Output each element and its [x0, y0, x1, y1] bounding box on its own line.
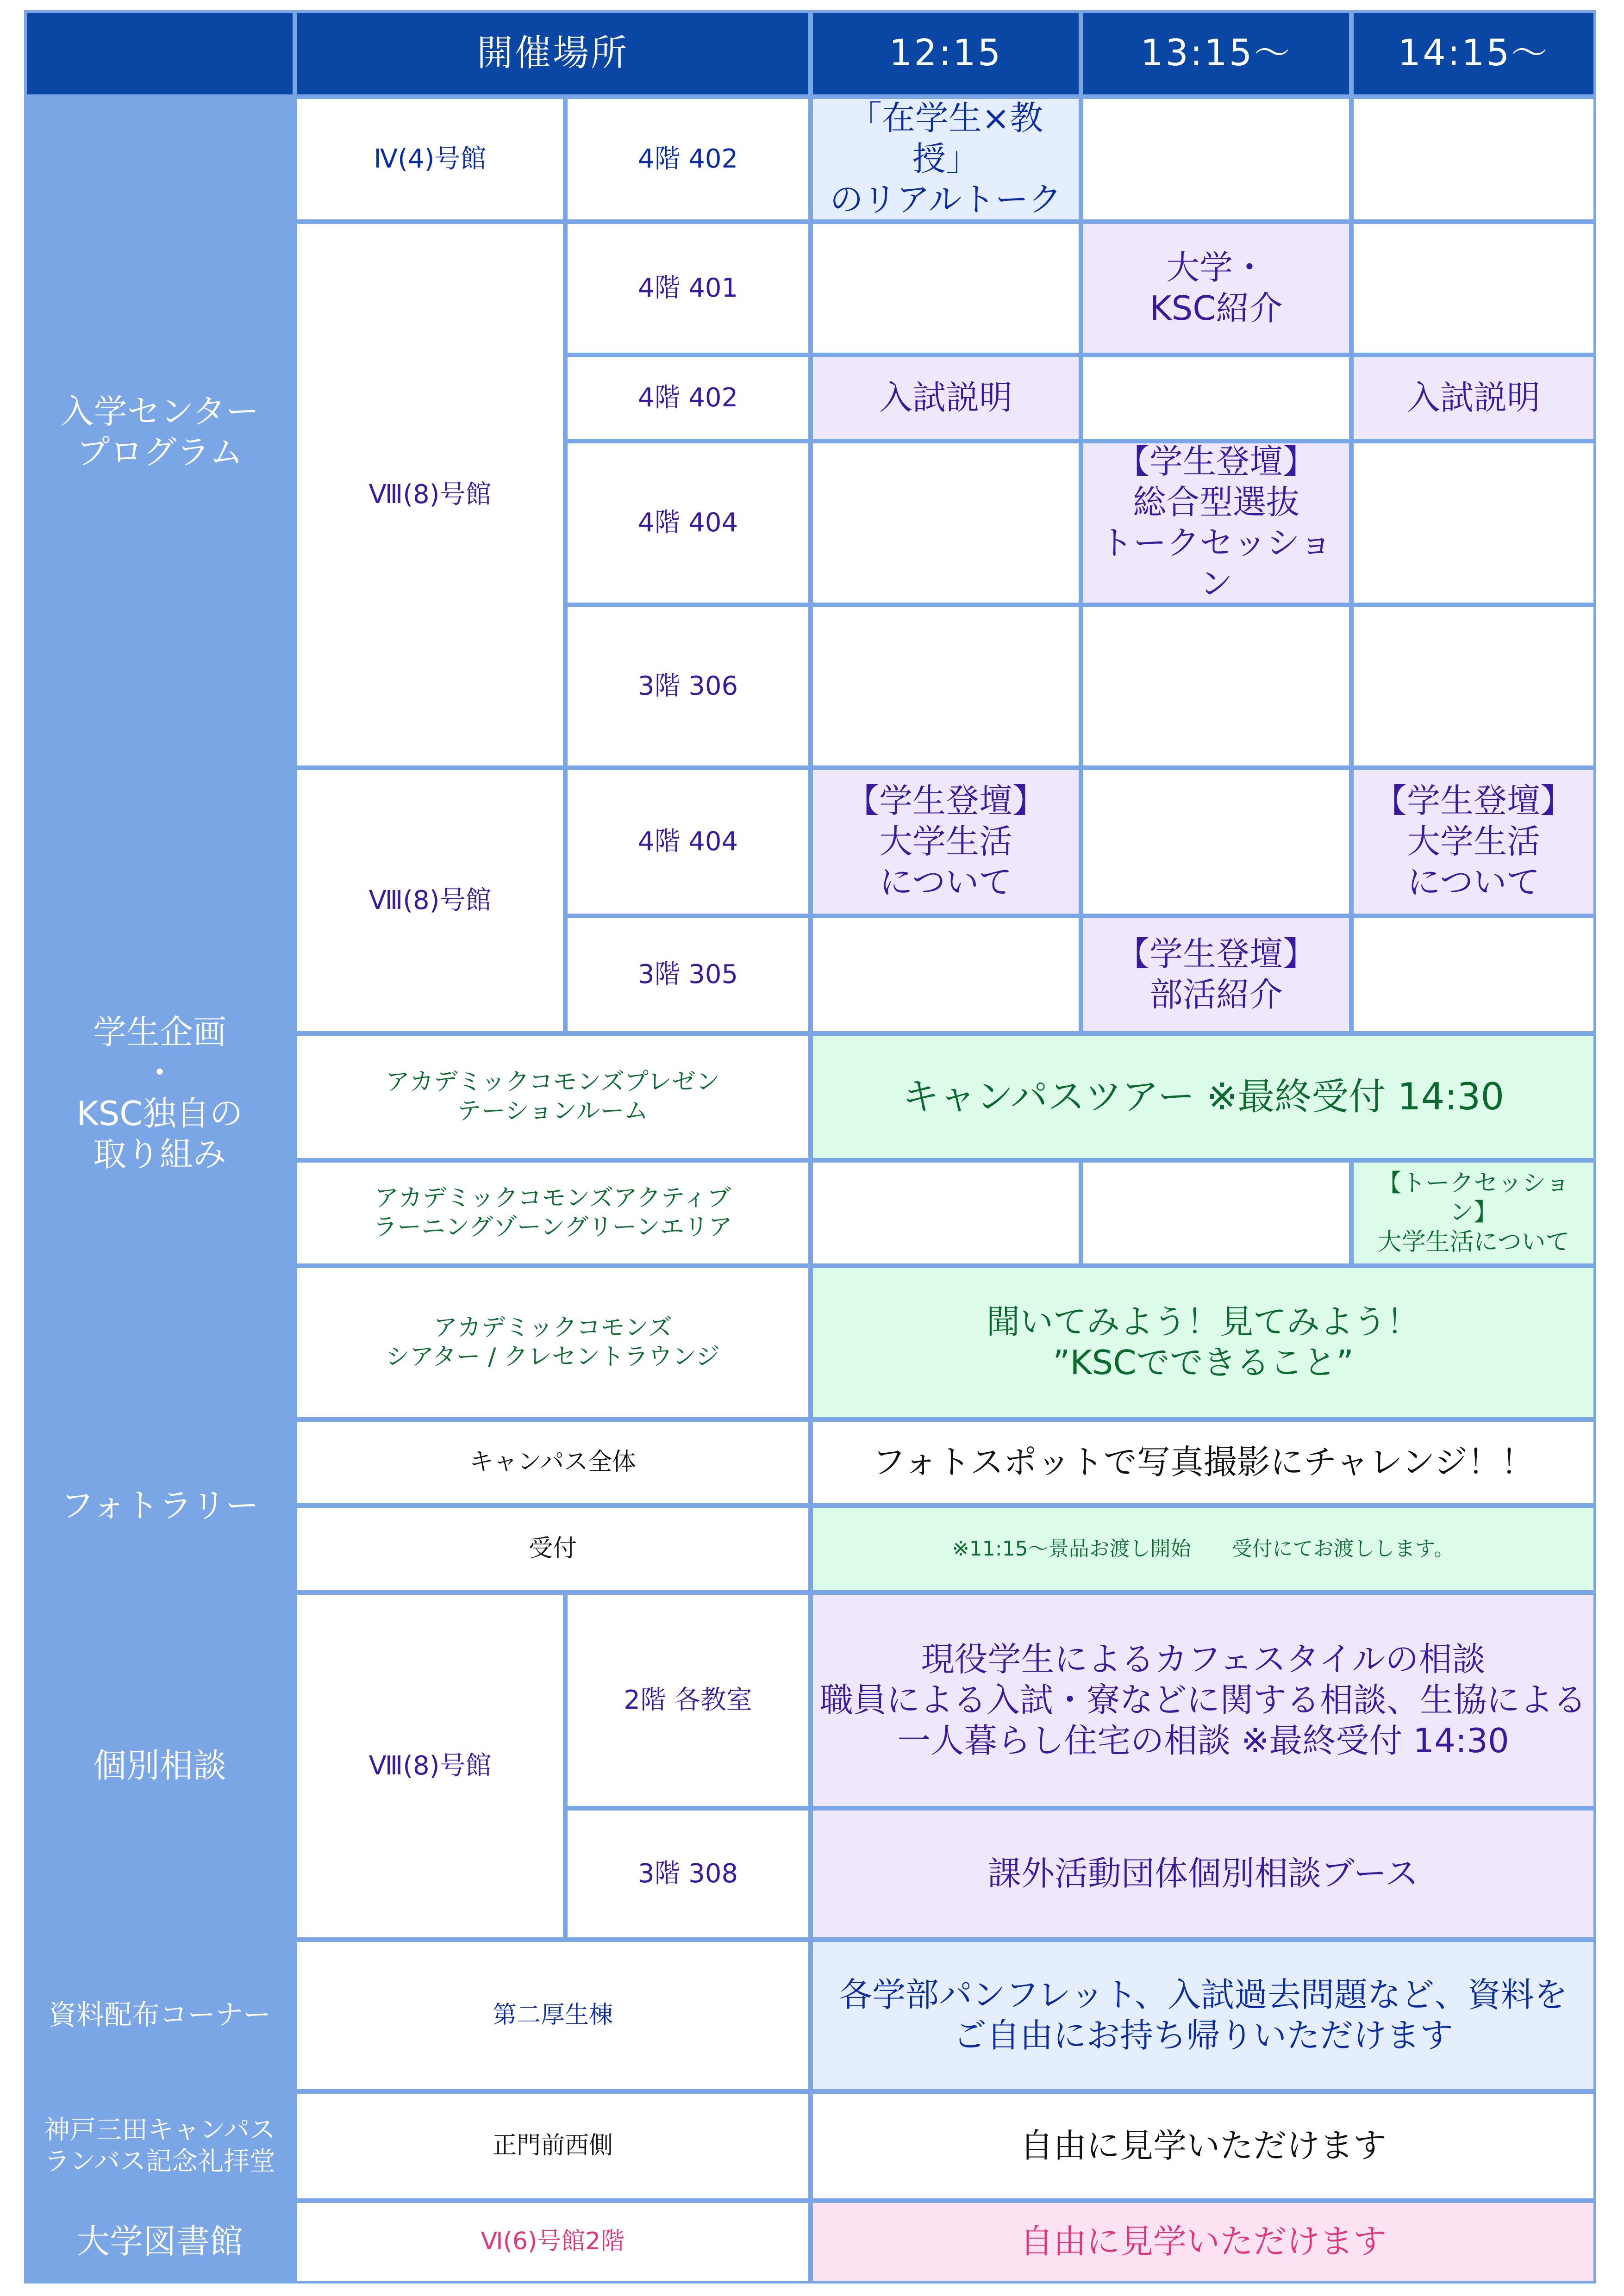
- location-ac-theater-crescent: アカデミックコモンズ シアター / クレセントラウンジ: [297, 1268, 808, 1417]
- category-library: 大学図書館: [27, 2203, 293, 2281]
- location-main-gate-west: 正門前西側: [297, 2094, 808, 2198]
- empty-cell: [1354, 607, 1593, 765]
- event-ksc-listen-see: 聞いてみよう！見てみよう！ ”KSCでできること”: [813, 1268, 1593, 1417]
- event-college-life-1215: 【学生登壇】 大学生活 について: [813, 770, 1079, 914]
- empty-cell: [1354, 918, 1593, 1031]
- building-viii8-a: Ⅷ(8)号館: [297, 224, 563, 765]
- location-ac-presentation-room: アカデミックコモンズプレゼン テーションルーム: [297, 1036, 808, 1158]
- empty-cell: [1083, 607, 1349, 765]
- schedule-table: [24, 10, 1596, 2284]
- event-college-life-1415: 【学生登壇】 大学生活 について: [1354, 770, 1593, 914]
- category-admission-program: 入学センター プログラム: [27, 99, 293, 765]
- category-individual-consult: 個別相談: [27, 1595, 293, 1937]
- location-reception: 受付: [297, 1508, 808, 1590]
- event-materials: 各学部パンフレット、入試過去問題など、資料を ご自由にお持ち帰りいただけます: [813, 1942, 1593, 2089]
- empty-cell: [813, 443, 1079, 603]
- event-real-talk: 「在学生×教授」 のリアルトーク: [813, 99, 1079, 219]
- header-time-1315: 13:15～: [1083, 13, 1349, 94]
- location-ac-green-area: アカデミックコモンズアクティブ ラーニングゾーングリーンエリア: [297, 1163, 808, 1263]
- room-4f-404-a: 4階 404: [568, 443, 808, 603]
- room-4f-402-a: 4階 402: [568, 99, 808, 219]
- room-2f-each: 2階 各教室: [568, 1595, 808, 1806]
- empty-cell: [1354, 443, 1593, 603]
- event-campus-tour: キャンパスツアー ※最終受付 14:30: [813, 1036, 1593, 1158]
- room-4f-402-b: 4階 402: [568, 357, 808, 439]
- event-club-intro: 【学生登壇】 部活紹介: [1083, 918, 1349, 1031]
- event-exam-info-1215: 入試説明: [813, 357, 1079, 439]
- room-3f-308: 3階 308: [568, 1811, 808, 1937]
- category-chapel: 神戸三田キャンパス ランバス記念礼拝堂: [27, 2094, 293, 2198]
- category-materials: 資料配布コーナー: [27, 1942, 293, 2089]
- event-club-booth: 課外活動団体個別相談ブース: [813, 1811, 1593, 1937]
- category-photo-rally: フォトラリー: [27, 1422, 293, 1590]
- header-corner: [27, 13, 293, 94]
- location-campus-all: キャンパス全体: [297, 1422, 808, 1503]
- room-3f-305: 3階 305: [568, 918, 808, 1031]
- event-cafe-consultation: 現役学生によるカフェスタイルの相談 職員による入試・寮などに関する相談、生協による 一人暮らし住宅の相談 ※最終受付 14:30: [813, 1595, 1593, 1806]
- empty-cell: [813, 607, 1079, 765]
- event-photo-spot: フォトスポットで写真撮影にチャレンジ！！: [813, 1422, 1593, 1503]
- event-talk-session-college-life: 【トークセッション】 大学生活について: [1354, 1163, 1593, 1263]
- building-viii8-c: Ⅷ(8)号館: [297, 1595, 563, 1937]
- event-exam-info-1415: 入試説明: [1354, 357, 1593, 439]
- empty-cell: [813, 918, 1079, 1031]
- room-4f-404-b: 4階 404: [568, 770, 808, 914]
- category-student-ksc: 学生企画 ・ KSC独自の 取り組み: [27, 770, 293, 1417]
- room-3f-306: 3階 306: [568, 607, 808, 765]
- empty-cell: [1354, 99, 1593, 219]
- location-second-welfare-bldg: 第二厚生棟: [297, 1942, 808, 2089]
- header-venue: 開催場所: [297, 13, 808, 94]
- room-4f-401: 4階 401: [568, 224, 808, 353]
- empty-cell: [1083, 357, 1349, 439]
- empty-cell: [1083, 99, 1349, 219]
- empty-cell: [813, 1163, 1079, 1263]
- empty-cell: [1083, 770, 1349, 914]
- header-time-1215: 12:15: [813, 13, 1079, 94]
- event-free-visit-library: 自由に見学いただけます: [813, 2203, 1593, 2281]
- empty-cell: [1354, 224, 1593, 353]
- empty-cell: [1083, 1163, 1349, 1263]
- empty-cell: [813, 224, 1079, 353]
- event-sogo-talk-session: 【学生登壇】 総合型選抜 トークセッション: [1083, 443, 1349, 603]
- event-free-visit-chapel: 自由に見学いただけます: [813, 2094, 1593, 2198]
- event-prize-handout: ※11:15～景品お渡し開始 受付にてお渡しします。: [813, 1508, 1593, 1590]
- location-building-vi6-2f: Ⅵ(6)号館2階: [297, 2203, 808, 2281]
- header-time-1415: 14:15～: [1354, 13, 1593, 94]
- building-iv4: Ⅳ(4)号館: [297, 99, 563, 219]
- event-univ-ksc-intro: 大学・ KSC紹介: [1083, 224, 1349, 353]
- building-viii8-b: Ⅷ(8)号館: [297, 770, 563, 1031]
